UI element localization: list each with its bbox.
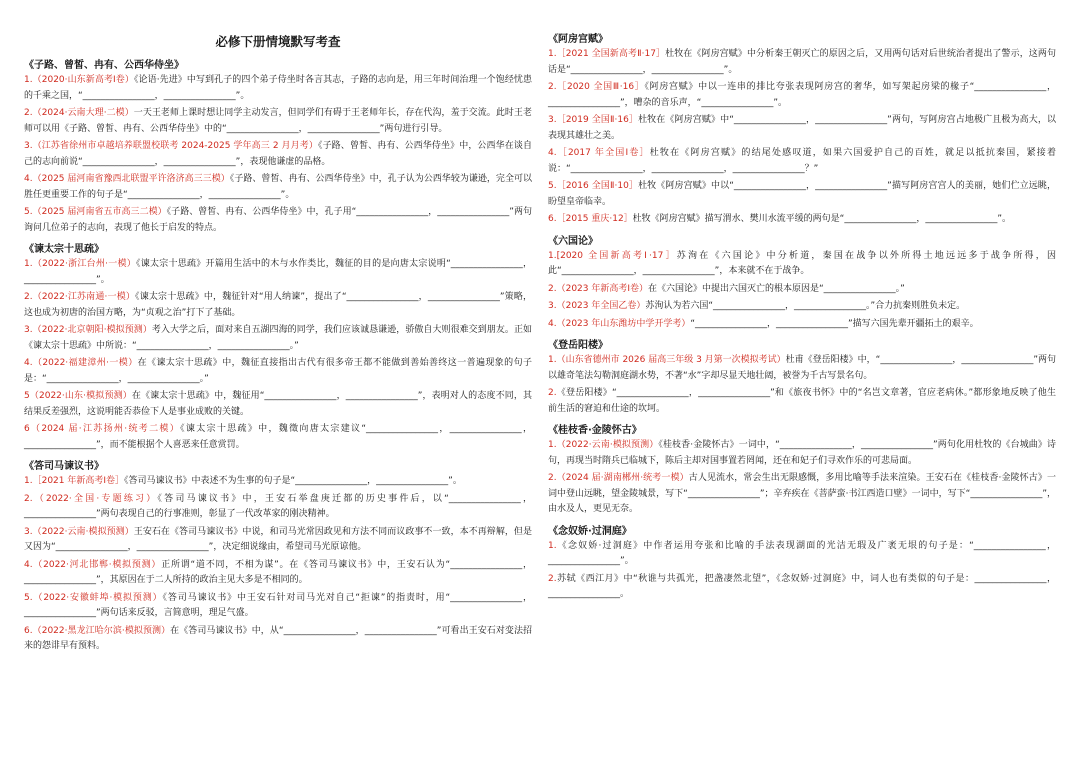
question-item: [24, 106, 532, 137]
question-text: 《答司马谏议书》中，王安石举盘庚迁都的历史事件后，以“________________，________________”两句表现自己的行事准则，彰显了一代改革家的刚决精神。: [24, 493, 532, 519]
question-text: 在《谏太宗十思疏》中，魏征直接指出古代有很多帝王都不能做到善始善终这一普遍现象的句子是：“________________，________________。”: [24, 358, 532, 384]
question-text: 古人见流水，常会生出无限感慨，多用比喻等手法来渲染。王安石在《桂枝香·金陵怀古》一词中登山远眺，望金陵城景，写下“________________”；辛弃疾在《菩萨蛮·书江西造口壁》一词中，写下“________________”，由水及人，更见无奈。: [548, 473, 1056, 514]
question-source: 6.［2015 重庆·12］: [548, 214, 633, 224]
question-item: [548, 299, 1056, 315]
question-item: [24, 290, 532, 321]
question-source: 3.（2022·北京朝阳·模拟预测）: [24, 325, 152, 335]
question-text: 《登岳阳楼》“________________，________________”和《旅夜书怀》中的“名岂文章著，官应老病休。”都形象地反映了他生前生活的窘迫和仕途的坎坷。: [548, 388, 1056, 414]
question-item: [548, 212, 1056, 228]
question-text: “________________，________________”描写六国先辈开疆拓土的艰辛。: [690, 318, 979, 329]
question-source: 2.: [548, 573, 557, 584]
question-text: 《答司马谏议书》中王安石针对司马光对自己“拒谏”的指责时，用“________________，________________”两句话来反驳，言简意明，理足气盛。: [24, 592, 532, 618]
question-item: [24, 624, 532, 655]
question-text: 《谏太宗十思疏》中，魏徵向唐太宗建议“________________，________________，________________”，而不能根据个人喜恶来任意赏罚。: [24, 424, 532, 450]
question-source: 2.（2022·全国·专题练习）: [24, 493, 158, 504]
question-text: 在《六国论》中提出六国灭亡的根本原因是“________________。”: [648, 283, 905, 294]
question-text: 王安石在《答司马谏议书》中说，和司马光常因政见和方法不同而议政事不一致，本不再辩解，但是又因为“________________，________________”，决定细说缘由，希望司马光原谅他。: [24, 526, 532, 552]
question-source: 3.［2019 全国Ⅱ·16］: [548, 115, 639, 125]
question-source: 1.［2021 年新高考Ⅰ卷］: [24, 476, 125, 486]
question-text: 《桂枝香·金陵怀古》一词中，“________________，________________”两句化用杜牧的《台城曲》诗句，再现当时隋兵已临城下，陈后主却对国事置若罔闻，还在和妃子们寻欢作乐的可悲局面。: [548, 440, 1056, 466]
question-source: 1.[2020 全国新高考Ⅰ·17］: [548, 250, 677, 261]
question-source: 3.（2023 年全国乙卷）: [548, 301, 646, 311]
question-source: 5.［2016 全国Ⅱ·10］: [548, 181, 639, 191]
question-text: 苏洵在《六国论》中分析道，秦国在战争以外所得土地远远多于战争所得，因此“________________，________________”，本来就不在于战争。: [548, 250, 1056, 276]
question-source: 2.（2024·云南大理·二模）: [24, 108, 134, 118]
question-text: 《子路、曾皙、冉有、公西华侍坐》中，孔子认为公西华较为谦逊，完全可以胜任更重要工作的句子是“________________，________________”。: [24, 174, 532, 200]
question-text: 《子路、曾皙、冉有、公西华侍坐》中，公西华在谈自己的志向前说“________________，________________”，表现他谦虚的品格。: [24, 141, 532, 167]
question-source: 2.: [548, 388, 557, 398]
question-item: [24, 257, 532, 288]
question-text: 《答司马谏议书》中表述不为生事的句子是“________________，________________”。: [124, 476, 462, 486]
question-text: 杜牧在《阿房宫赋》中“________________，________________”两句，写阿房宫占地极广且极为高大，以表现其雄壮之美。: [548, 115, 1056, 141]
question-source: 4.（2022·福建漳州·一模）: [24, 358, 138, 368]
question-source: 1.（2020·山东新高考Ⅰ卷）: [24, 75, 134, 85]
question-text: 《谏太宗十思疏》开篇用生活中的木与水作类比，魏征的目的是向唐太宗说明“________________，________________”。: [24, 259, 532, 285]
question-item: [548, 179, 1056, 210]
question-item: [548, 113, 1056, 144]
section-heading: 《登岳阳楼》: [548, 340, 608, 351]
section-heading: 《桂枝香·金陵怀古》: [548, 425, 642, 436]
question-text: 《子路、曾皙、冉有、公西华侍坐》中，孔子用“________________，________________”两句询问几位弟子的志向，表现了他长于启发的特点。: [24, 207, 533, 233]
question-text: 杜牧在《阿房宫赋》中分析秦王朝灭亡的原因之后，又用两句话对后世统治者提出了警示，这两句话是“________________，________________”。: [548, 49, 1056, 75]
question-item: [548, 386, 1056, 417]
question-item: [548, 438, 1056, 469]
question-source: 3.（江苏省徐州市卓越培养联盟校联考 2024-2025 学年高三 2 月月考）: [24, 141, 318, 151]
question-item: [24, 73, 532, 104]
question-source: 2.［2020 全国Ⅲ·16］: [548, 82, 645, 92]
question-text: 《谏太宗十思疏》中，魏征针对“用人纳谏”，提出了“________________，________________”策略，这也成为初唐的治国方略，为“贞观之治”打下了基础。: [24, 292, 533, 318]
question-item: [548, 539, 1056, 570]
question-item: [548, 47, 1056, 78]
question-item: [548, 282, 1056, 298]
question-source: 1.［2021 全国新高考Ⅱ·17］: [548, 49, 666, 59]
question-text: 苏洵认为若六国“________________，________________。”合力抗秦则胜负未定。: [645, 301, 966, 311]
question-text: 《念奴娇·过洞庭》中作者运用夸张和比喻的手法表现湖面的光洁无瑕及广袤无垠的句子是：“________________，________________”。: [548, 540, 1056, 566]
question-source: 1.（2022·浙江台州·一模）: [24, 259, 136, 269]
question-item: [24, 558, 532, 589]
question-source: 4.［2017 年全国Ⅰ卷］: [548, 148, 650, 158]
question-text: 一天王老师上课时想让同学主动发言，但同学们有碍于王老师年长，存在代沟，羞于交流。此时王老师可以用《子路、曾皙、冉有、公西华侍坐》中的“________________，________________”两句进行引导。: [24, 108, 532, 134]
question-text: 杜牧《阿房宫赋》中以“________________，________________”描写阿房宫宫人的美丽，她们伫立远眺，盼望皇帝临幸。: [548, 181, 1056, 207]
section-heading: 《念奴娇·过洞庭》: [548, 525, 632, 537]
question-text: 杜牧《阿房宫赋》描写渭水、樊川水流平缓的两句是“________________，________________”。: [632, 214, 1011, 224]
right-body: [548, 30, 1056, 603]
question-text: 苏轼《西江月》中“秋谁与共孤光，把盏凄然北望”，《念奴娇·过洞庭》中，词人也有类似的句子是：________________，________________。: [548, 573, 1056, 599]
right-column: [548, 0, 1056, 605]
question-text: 考入大学之后，面对来自五湖四海的同学，我们应该诚恳谦逊，骄傲自大则很难交到朋友。正如《谏太宗十思疏》中所说：“________________，________________。”: [24, 325, 532, 351]
question-item: [24, 172, 532, 203]
question-source: 6（2024 届·江苏扬州·统考二模）: [24, 424, 181, 434]
question-source: 2.（2022·江苏南通·一模）: [24, 292, 136, 302]
question-item: [24, 525, 532, 556]
question-item: [24, 356, 532, 387]
section-heading: 《子路、曾皙、冉有、公西华侍坐》: [24, 60, 184, 71]
question-text: 正所谓“道不同，不相为谋”。在《答司马谏议书》中，王安石认为“________________，________________”，其原因在于二人所持的政治主见大多是不相同的。: [24, 559, 532, 585]
question-item: [548, 146, 1056, 177]
question-item: [24, 389, 532, 420]
question-source: 4.（2022·河北邯郸·模拟预测）: [24, 559, 162, 570]
question-item: [548, 572, 1056, 603]
left-body: [24, 56, 532, 655]
question-source: 4.（2023 年山东潍坊中学开学考）: [548, 318, 691, 329]
question-text: 杜甫《登岳阳楼》中，“________________，________________”两句以雄奇笔法勾勒洞庭湖水势，不著“水”字却尽显天地壮阔，被誉为千古写景名句。: [548, 355, 1056, 381]
question-item: [24, 474, 532, 490]
question-source: 2.（2024 届·湖南郴州·统考一模）: [548, 473, 689, 483]
question-item: [24, 323, 532, 354]
question-item: [548, 353, 1056, 384]
section-heading: 《六国论》: [548, 235, 598, 247]
question-item: [24, 422, 532, 453]
question-item: [548, 80, 1056, 111]
page-title: 必修下册情境默写考查: [215, 34, 341, 49]
question-text: 《阿房宫赋》中以一连串的排比夸张表现阿房宫的奢华，如写架起房梁的椽子“________________，________________”，嘈杂的音乐声，“________________”。: [548, 82, 1056, 108]
question-item: [24, 591, 532, 622]
question-item: [548, 249, 1056, 280]
question-source: 1.（2022·云南·模拟预测）: [548, 440, 659, 450]
section-heading: 《答司马谏议书》: [24, 461, 104, 472]
question-text: 在《谏太宗十思疏》中，魏征用“________________，________________”，表明对人的态度不同，其结果反差强烈，这说明能否恭俭下人是事业成败的关键。: [24, 391, 533, 417]
question-source: 1.: [548, 540, 557, 551]
left-column: [24, 0, 532, 657]
question-source: 1.（山东省德州市 2026 届高三年级 3 月第一次模拟考试）: [548, 355, 786, 365]
question-item: [24, 205, 532, 236]
question-item: [24, 492, 532, 523]
question-source: 4.（2025 届河南省豫西北联盟平许洛济高三三模）: [24, 174, 230, 184]
question-item: [548, 317, 1056, 333]
question-source: 2.（2023 年新高考Ⅰ卷）: [548, 283, 649, 294]
question-source: 5.（2022·安徽蚌埠·模拟预测）: [24, 592, 163, 603]
question-source: 5.（2025 届河南省五市高三二模）: [24, 207, 167, 217]
question-item: [548, 471, 1056, 518]
section-heading: 《阿房宫赋》: [548, 34, 608, 45]
question-text: 《论语·先进》中写到孔子的四个弟子侍坐时各言其志，子路的志向是，用三年时间治理一个饱经忧患的千乘之国，“________________，________________”。: [24, 75, 532, 101]
question-source: 6.（2022·黑龙江哈尔滨·模拟预测）: [24, 625, 171, 636]
section-heading: 《谏太宗十思疏》: [24, 244, 104, 255]
question-text: 在《答司马谏议书》中，从“________________，________________”可看出王安石对变法招来的怨诽早有预料。: [24, 625, 533, 651]
question-item: [24, 139, 532, 170]
question-source: 5（2022·山东·模拟预测）: [24, 391, 132, 401]
question-source: 3.（2022·云南·模拟预测）: [24, 526, 134, 537]
question-text: 杜牧在《阿房宫赋》的结尾处感叹道，如果六国爱护自己的百姓，就足以抵抗秦国，紧接着说：“________________，________________，________________？”: [548, 148, 1056, 174]
